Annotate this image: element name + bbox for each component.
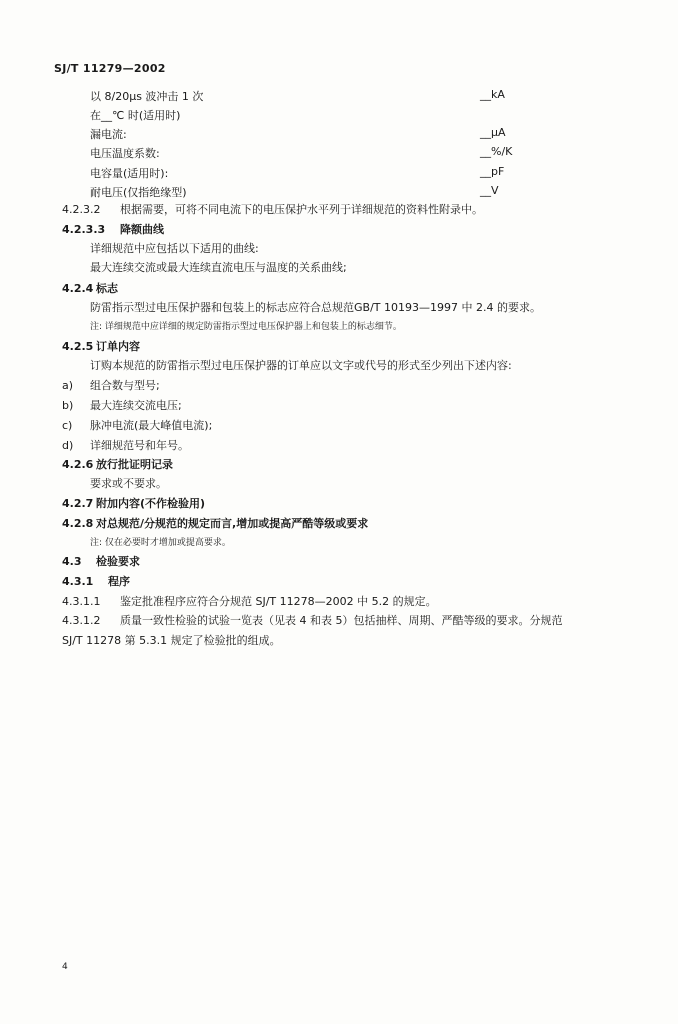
list-item xyxy=(62,418,212,434)
param-unit: __pF xyxy=(480,165,505,178)
clause-4-3-1 xyxy=(62,574,130,590)
clause-number: 4.3.1 xyxy=(62,575,94,588)
clause-number: 4.3 xyxy=(62,555,82,568)
list-text: 详细规范号和年号。 xyxy=(90,439,189,452)
clause-4-2-3-3 xyxy=(62,222,164,238)
clause-4-2-4 xyxy=(62,281,118,297)
clause-4-2-7 xyxy=(62,496,205,512)
clause-4-3-1-2 xyxy=(62,613,562,629)
clause-title: 附加内容(不作检验用) xyxy=(96,497,206,510)
param-label: 电压温度系数: xyxy=(90,147,160,160)
clause-number: 4.2.5 xyxy=(62,340,94,353)
clause-title: 标志 xyxy=(96,282,118,295)
clause-text: 详细规范中应包括以下适用的曲线: xyxy=(90,242,259,255)
param-unit: __V xyxy=(480,184,499,197)
param-label: 漏电流: xyxy=(90,128,127,141)
clause-title: 程序 xyxy=(108,575,130,588)
clause-number: 4.2.7 xyxy=(62,497,94,510)
page-number: 4 xyxy=(62,962,68,972)
clause-text: 最大连续交流或最大连续直流电压与温度的关系曲线; xyxy=(90,261,347,274)
param-unit: __μA xyxy=(480,126,506,139)
clause-number: 4.2.8 xyxy=(62,517,94,530)
clause-4-2-5 xyxy=(62,339,140,355)
clause-number: 4.3.1.2 xyxy=(62,614,101,627)
clause-number: 4.3.1.1 xyxy=(62,595,101,608)
clause-text: 鉴定批准程序应符合分规范 SJ/T 11278—2002 中 5.2 的规定。 xyxy=(120,595,437,608)
list-key: d) xyxy=(62,439,74,452)
clause-note: 注: 仅在必要时才增加或提高要求。 xyxy=(90,538,231,548)
clause-title: 订单内容 xyxy=(96,340,140,353)
clause-number: 4.2.6 xyxy=(62,458,94,471)
param-label: 电容量(适用时): xyxy=(90,167,169,180)
clause-4-2-8 xyxy=(62,516,368,532)
clause-4-2-3-2 xyxy=(62,202,483,218)
param-unit: __%/K xyxy=(480,145,513,158)
list-text: 脉冲电流(最大峰值电流); xyxy=(90,419,213,432)
clause-4-2-6 xyxy=(62,457,173,473)
clause-text: 要求或不要求。 xyxy=(90,477,167,490)
clause-text: 订购本规范的防雷指示型过电压保护器的订单应以文字或代号的形式至少列出下述内容: xyxy=(90,359,512,372)
clause-text: SJ/T 11278 第 5.3.1 规定了检验批的组成。 xyxy=(62,634,281,647)
clause-4-3-1-1 xyxy=(62,594,437,610)
clause-note: 注: 详细规范中应详细的规定防雷指示型过电压保护器上和包装上的标志细节。 xyxy=(90,322,402,332)
clause-title: 对总规范/分规范的规定而言,增加或提高严酷等级或要求 xyxy=(96,517,369,530)
list-item xyxy=(62,378,160,394)
list-text: 组合数与型号; xyxy=(90,379,160,392)
param-unit: __kA xyxy=(480,88,505,101)
clause-title: 降额曲线 xyxy=(120,223,164,236)
clause-number: 4.2.3.3 xyxy=(62,223,106,236)
clause-number: 4.2.3.2 xyxy=(62,203,101,216)
param-label: 在__℃ 时(适用时) xyxy=(90,109,181,122)
list-key: b) xyxy=(62,399,74,412)
list-item xyxy=(62,398,182,414)
param-label: 以 8/20μs 波冲击 1 次 xyxy=(90,90,204,103)
standard-header: SJ/T 11279—2002 xyxy=(54,62,166,75)
list-item xyxy=(62,438,189,454)
list-key: c) xyxy=(62,419,73,432)
list-key: a) xyxy=(62,379,74,392)
clause-4-3 xyxy=(62,554,140,570)
list-text: 最大连续交流电压; xyxy=(90,399,182,412)
param-label: 耐电压(仅指绝缘型) xyxy=(90,186,187,199)
clause-title: 放行批证明记录 xyxy=(96,458,173,471)
clause-text: 防雷指示型过电压保护器和包装上的标志应符合总规范GB/T 10193—1997 中 2.4 的要求。 xyxy=(90,301,541,314)
clause-title: 检验要求 xyxy=(96,555,140,568)
clause-text: 根据需要，可将不同电流下的电压保护水平列于详细规范的资料性附录中。 xyxy=(120,203,483,216)
clause-number: 4.2.4 xyxy=(62,282,94,295)
clause-text: 质量一致性检验的试验一览表（见表 4 和表 5）包括抽样、周期、严酷等级的要求。分规范 xyxy=(120,614,563,627)
